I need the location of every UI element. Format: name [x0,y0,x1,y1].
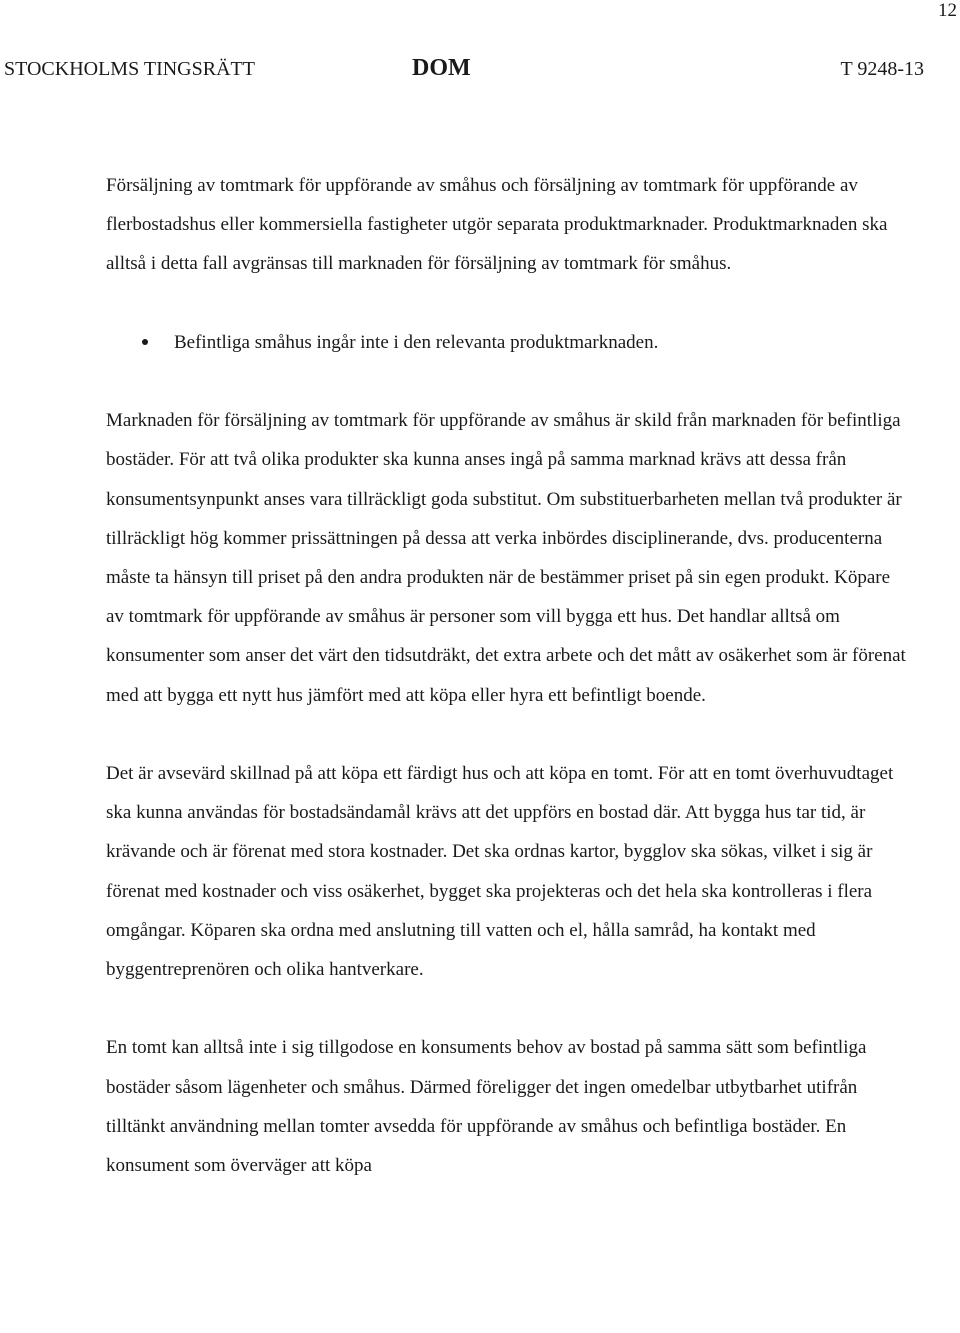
paragraph-1: Försäljning av tomtmark för uppförande av småhus och försäljning av tomtmark för uppförande av flerbostadshus eller kommersiella fastigheter utgör separata produktmarknader. Produktmarknaden ska alltså i detta fall avgränsas till marknaden för försäljning av tomtmark för småhus. [106,175,888,275]
bullet-item [106,323,906,362]
document-header [4,56,924,82]
bullet-text: Befintliga småhus ingår inte i den relevanta produktmarknaden. [174,331,659,353]
document-type: DOM [412,55,471,81]
paragraph-2: Marknaden för försäljning av tomtmark för uppförande av småhus är skild från marknaden för befintliga bostäder. För att två olika produkter ska kunna anses ingå på samma marknad krävs att dessa från konsumentsynpunkt anses vara tillräckligt goda substitut. Om substituerbarheten mellan två produkter är tillräckligt hög kommer prissättningen på dessa att verka inbördes disciplinerande, dvs. producenterna måste ta hänsyn till priset på den andra produkten när de bestämmer priset på sin egen produkt. Köpare av tomtmark för uppförande av småhus är personer som vill bygga ett hus. Det handlar alltså om konsumenter som anser det värt den tidsutdräkt, det extra arbete och det mått av osäkerhet som är förenat med att bygga ett nytt hus jämfört med att köpa eller hyra ett befintligt boende. [106,410,906,706]
court-name: STOCKHOLMS TINGSRÄTT [4,58,255,80]
paragraph-4: En tomt kan alltså inte i sig tillgodose en konsuments behov av bostad på samma sätt som befintliga bostäder såsom lägenheter och småhus. Därmed föreligger det ingen omedelbar utbytbarhet utifrån tilltänkt användning mellan tomter avsedda för uppförande av småhus och befintliga bostäder. En konsument som överväger att köpa [106,1037,867,1177]
document-body [106,166,906,1224]
paragraph-3: Det är avsevärd skillnad på att köpa ett färdigt hus och att köpa en tomt. För att en tomt överhuvudtaget ska kunna användas för bostadsändamål krävs att det uppförs en bostad där. Att bygga hus tar tid, är krävande och är förenat med stora kostnader. Det ska ordnas kartor, bygglov ska sökas, vilket i sig är förenat med kostnader och viss osäkerhet, bygget ska projekteras och det hela ska kontrolleras i flera omgångar. Köparen ska ordna med anslutning till vatten och el, hålla samråd, ha kontakt med byggentreprenören och olika hantverkare. [106,763,894,981]
bullet-dot-icon [142,339,148,345]
page-number: 12 [938,0,957,21]
case-number: T 9248-13 [840,58,924,80]
